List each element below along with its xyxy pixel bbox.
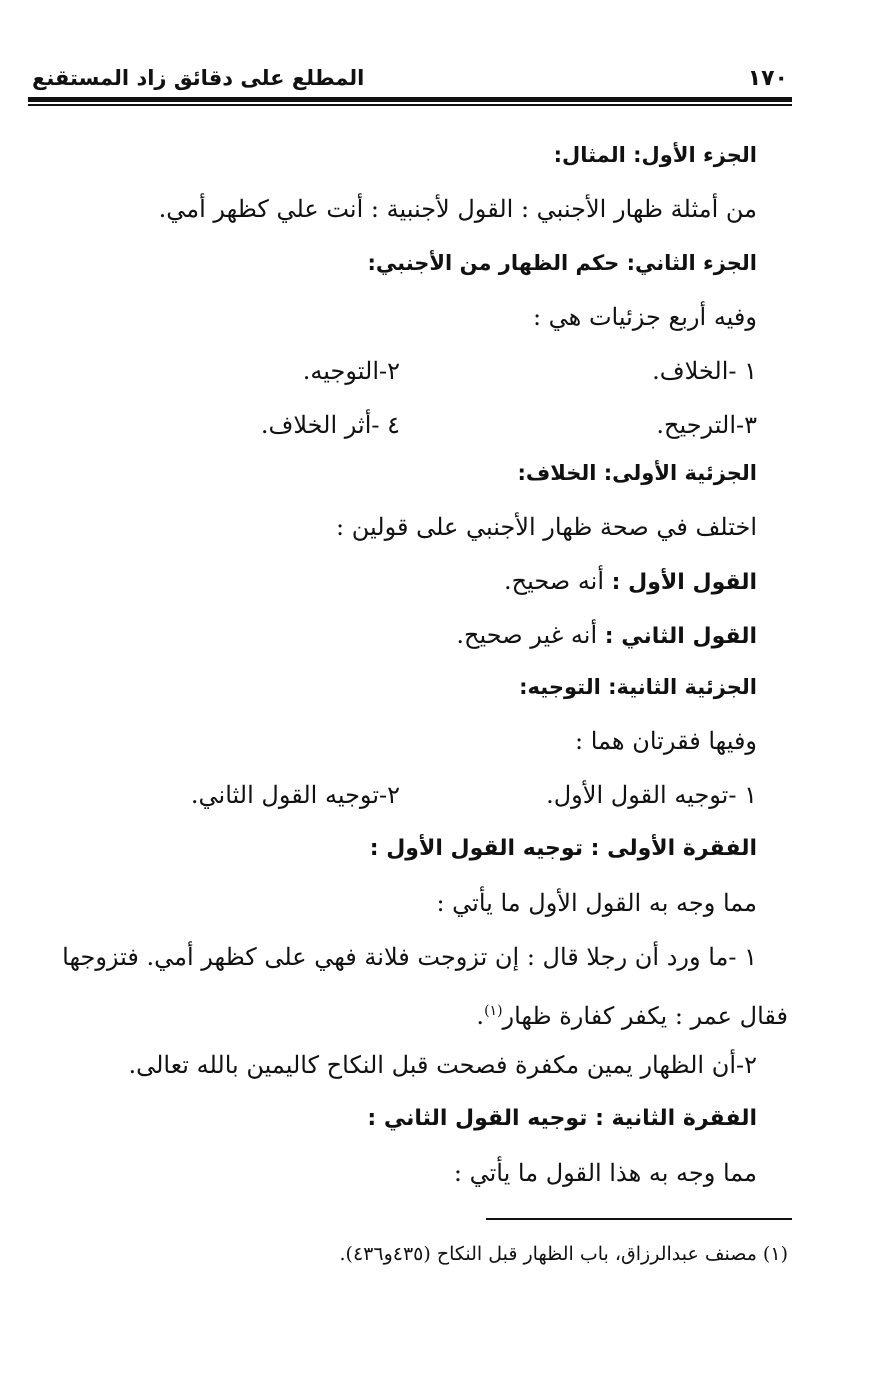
- heading-section-two: الجزئية الثانية: التوجيه:: [519, 675, 757, 699]
- paragraph-second-justification: مما وجه به هذا القول ما يأتي :: [453, 1159, 757, 1187]
- header-rule-thick: [28, 97, 792, 102]
- footnote: (١) مصنف عبدالرزاق، باب الظهار قبل النكاح (٤٣٥و٤٣٦).: [339, 1243, 788, 1265]
- opinion-one: [504, 564, 757, 600]
- paragraph-intro-parts: وفيه أربع جزئيات هي :: [532, 303, 757, 331]
- page-number: ١٧٠: [747, 66, 788, 91]
- list2-item-1: ١ -توجيه القول الأول.: [546, 781, 757, 809]
- footnote-reference: (١): [484, 1003, 503, 1019]
- paragraph-evidence-line1: ١ -ما ورد أن رجلا قال : إن تزوجت فلانة فهي على كظهر أمي. فتزوجها: [62, 943, 757, 971]
- heading-section-one: الجزئية الأولى: الخلاف:: [517, 461, 757, 485]
- book-title: المطلع على دقائق زاد المستقنع: [32, 66, 365, 90]
- paragraph-two-points: وفيها فقرتان هما :: [575, 727, 757, 755]
- paragraph-first-justification: مما وجه به القول الأول ما يأتي :: [436, 889, 757, 917]
- opinion-two: [456, 618, 757, 654]
- evidence-text: فقال عمر : يكفر كفارة ظهار: [502, 1002, 788, 1030]
- list-item-1: ١ -الخلاف.: [652, 357, 757, 385]
- heading-point-one: الفقرة الأولى : توجيه القول الأول :: [369, 836, 757, 861]
- list-item-3: ٣-الترجيح.: [656, 411, 757, 439]
- paragraph-evidence-line2: [476, 994, 788, 1033]
- paragraph-oath-argument: ٢-أن الظهار يمين مكفرة فصحت قبل النكاح كاليمين بالله تعالى.: [128, 1051, 757, 1079]
- footnote-separator: [486, 1218, 792, 1220]
- header-rule-thin: [28, 104, 792, 106]
- heading-point-two: الفقرة الثانية : توجيه القول الثاني :: [367, 1106, 757, 1131]
- paragraph-dispute: اختلف في صحة ظهار الأجنبي على قولين :: [336, 513, 757, 541]
- list-item-2: ٢-التوجيه.: [302, 357, 400, 385]
- heading-part-one: الجزء الأول: المثال:: [553, 143, 757, 167]
- opinion-one-text: أنه صحيح.: [503, 567, 605, 595]
- list-item-4: ٤ -أثر الخلاف.: [260, 411, 400, 439]
- opinion-two-text: أنه غير صحيح.: [456, 621, 598, 649]
- evidence-end: .: [476, 1002, 485, 1030]
- opinion-two-label: القول الثاني :: [604, 624, 757, 649]
- paragraph-example: من أمثلة ظهار الأجنبي : القول لأجنبية : أنت علي كظهر أمي.: [158, 195, 757, 223]
- running-header: [28, 66, 792, 96]
- list2-item-2: ٢-توجيه القول الثاني.: [190, 781, 400, 809]
- opinion-one-label: القول الأول :: [611, 570, 757, 595]
- heading-part-two: الجزء الثاني: حكم الظهار من الأجنبي:: [367, 251, 757, 275]
